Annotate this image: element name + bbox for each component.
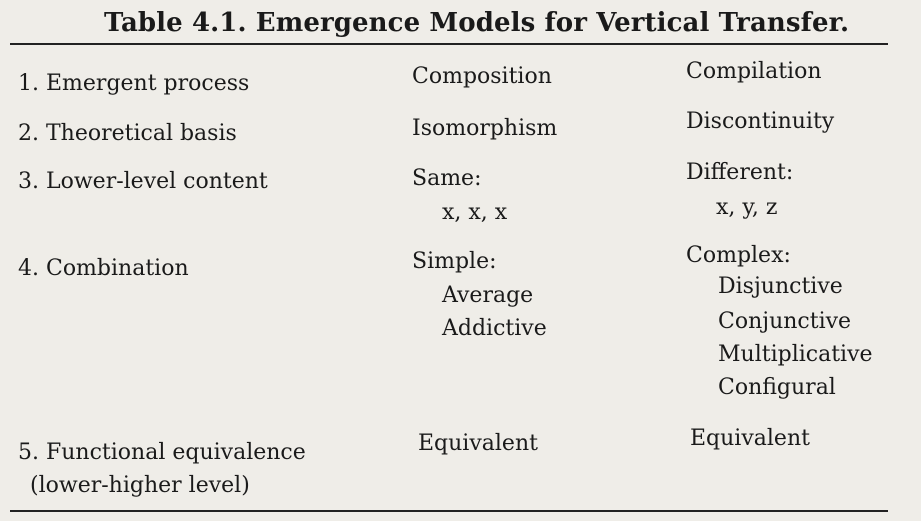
row-5-compilation: Equivalent [690, 426, 810, 451]
top-rule [10, 43, 888, 45]
row-3-compilation-value: x, y, z [716, 195, 778, 220]
row-4-compilation-item: Conjunctive [718, 309, 852, 334]
row-5-composition: Equivalent [418, 431, 538, 456]
row-1-compilation: Compilation [686, 59, 822, 84]
row-2-composition: Isomorphism [412, 116, 558, 141]
row-4-composition-item: Average [442, 283, 534, 308]
row-4-compilation-item: Multiplicative [718, 342, 873, 367]
row-3-composition-head: Same: [412, 166, 482, 191]
row-4-composition-item: Addictive [442, 316, 547, 341]
row-4-compilation-item: Configural [718, 375, 836, 400]
row-5-label-line2: (lower-higher level) [30, 473, 250, 498]
row-4-label: 4. Combination [18, 256, 189, 281]
row-2-label: 2. Theoretical basis [18, 121, 237, 146]
row-3-composition-value: x, x, x [442, 200, 508, 225]
row-2-compilation: Discontinuity [686, 109, 835, 134]
bottom-rule [10, 510, 888, 512]
row-3-label: 3. Lower-level content [18, 169, 268, 194]
row-4-compilation-item: Disjunctive [718, 274, 843, 299]
row-3-compilation-head: Different: [686, 160, 794, 185]
row-1-label: 1. Emergent process [18, 71, 250, 96]
table-title: Table 4.1. Emergence Models for Vertical Transfer. [104, 8, 850, 38]
row-4-composition-head: Simple: [412, 249, 497, 274]
row-1-composition: Composition [412, 64, 552, 89]
row-5-label: 5. Functional equivalence [18, 440, 306, 465]
row-4-compilation-head: Complex: [686, 243, 791, 268]
